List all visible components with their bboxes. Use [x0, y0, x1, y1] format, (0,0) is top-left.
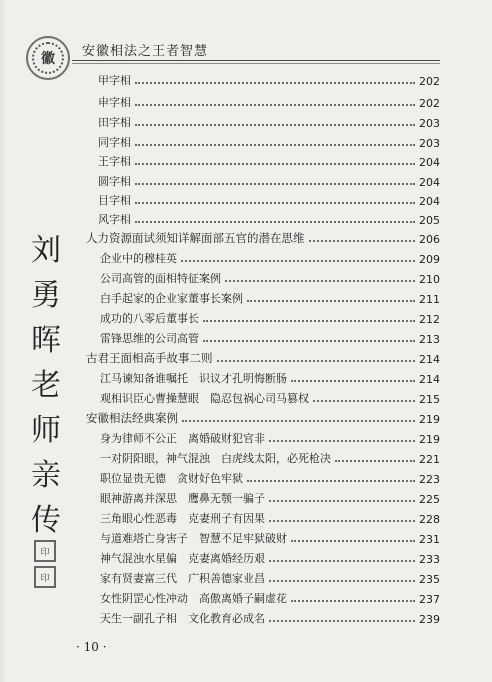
- author-char: 勇: [31, 278, 61, 313]
- toc-section-title: 古君王面相高手故事二则: [86, 351, 213, 365]
- dot-leader: [135, 124, 415, 126]
- dot-leader: [335, 460, 415, 462]
- toc-entry[interactable]: [100, 566, 440, 586]
- toc-entry-title: 三角眼心性恶毒 克妻刑子有因果: [100, 512, 265, 525]
- dot-leader: [217, 360, 416, 362]
- toc-entry-page: 202: [419, 97, 440, 110]
- toc-entry-page: 239: [419, 613, 440, 626]
- dot-leader: [247, 300, 415, 302]
- toc-entry-page: 225: [419, 493, 440, 506]
- author-char: 亲: [31, 458, 61, 493]
- toc-entry[interactable]: [100, 466, 440, 486]
- toc-entry-page: 211: [419, 293, 440, 306]
- toc-entry[interactable]: [100, 246, 440, 266]
- toc-entry-title: 目字相: [98, 194, 131, 207]
- dot-leader: [269, 580, 415, 582]
- dot-leader: [269, 440, 415, 442]
- toc-entry-page: 202: [419, 75, 440, 88]
- author-char: 晖: [31, 323, 61, 358]
- toc-entry-page: 214: [419, 353, 440, 366]
- dot-leader: [309, 240, 416, 242]
- toc-entry[interactable]: [100, 586, 440, 606]
- toc-entry-title: 观相识臣心曹操慧眼 隐忍包祸心司马篡权: [100, 392, 309, 405]
- toc-entry-title: 企业中的穆桂英: [100, 252, 177, 265]
- dot-leader: [291, 540, 415, 542]
- toc-section[interactable]: [86, 226, 440, 246]
- toc-entry-page: 221: [419, 453, 440, 466]
- dot-leader: [269, 520, 415, 522]
- dot-leader: [135, 82, 415, 84]
- toc-entry-page: 206: [419, 233, 440, 246]
- toc-entry-page: 219: [419, 433, 440, 446]
- toc-entry-page: 237: [419, 593, 440, 606]
- running-header-title: 安徽相法之王者智慧: [82, 44, 209, 59]
- red-seal-stamp-icon: 印: [34, 540, 56, 562]
- author-char: 师: [31, 413, 61, 448]
- toc-entry[interactable]: [98, 68, 440, 88]
- toc-entry[interactable]: [100, 386, 440, 406]
- toc-entry[interactable]: [98, 149, 440, 169]
- toc-entry-page: 203: [419, 137, 440, 150]
- dot-leader: [291, 380, 415, 382]
- toc-entry-page: 223: [419, 473, 440, 486]
- toc-entry-page: 214: [419, 373, 440, 386]
- dot-leader: [247, 480, 415, 482]
- dot-leader: [225, 280, 415, 282]
- toc-entry-page: 219: [419, 413, 440, 426]
- toc-entry-title: 女性阴罡心性冲动 高傲离婚子嗣虚花: [100, 592, 287, 605]
- toc-entry-page: 204: [419, 176, 440, 189]
- toc-entry[interactable]: [98, 90, 440, 110]
- seal-text: 徽: [41, 51, 55, 67]
- toc-entry[interactable]: [100, 326, 440, 346]
- red-seal-stamp-icon: 印: [34, 566, 56, 588]
- toc-entry-title: 神气混浊水星偏 克妻离婚经历艰: [100, 552, 265, 565]
- toc-entry[interactable]: [100, 306, 440, 326]
- toc-section[interactable]: [86, 346, 440, 366]
- dot-leader: [313, 400, 415, 402]
- author-char: 传: [31, 503, 61, 538]
- dot-leader: [135, 221, 415, 223]
- toc-entry[interactable]: [100, 446, 440, 466]
- toc-entry[interactable]: [100, 526, 440, 546]
- toc-entry[interactable]: [100, 506, 440, 526]
- toc-entry-title: 眼神游离并深思 鹰鼻无颚一骗子: [100, 492, 265, 505]
- toc-entry-page: 215: [419, 393, 440, 406]
- dot-leader: [135, 183, 415, 185]
- toc-entry-title: 风字相: [98, 213, 131, 226]
- dot-leader: [182, 420, 415, 422]
- toc-entry[interactable]: [98, 130, 440, 150]
- toc-entry-title: 同字相: [98, 136, 131, 149]
- toc-entry[interactable]: [100, 606, 440, 626]
- toc-entry-page: 231: [419, 533, 440, 546]
- toc-entry[interactable]: [100, 266, 440, 286]
- dot-leader: [135, 104, 415, 106]
- toc-entry[interactable]: [100, 366, 440, 386]
- dot-leader: [269, 620, 415, 622]
- dot-leader: [135, 144, 415, 146]
- dot-leader: [269, 560, 415, 562]
- toc-entry-page: 203: [419, 117, 440, 130]
- toc-entry[interactable]: [98, 169, 440, 189]
- toc-entry[interactable]: [100, 286, 440, 306]
- table-of-contents: [4, 0, 492, 682]
- page-number: · 10 ·: [76, 640, 107, 654]
- dot-leader: [269, 500, 415, 502]
- toc-entry[interactable]: [98, 110, 440, 130]
- author-char: 刘: [31, 233, 61, 268]
- toc-entry[interactable]: [100, 426, 440, 446]
- toc-entry-title: 身为律师不公正 离婚破财犯官非: [100, 432, 265, 445]
- toc-entry-title: 申字相: [98, 96, 131, 109]
- toc-entry-page: 212: [419, 313, 440, 326]
- toc-entry[interactable]: [100, 486, 440, 506]
- toc-entry-title: 公司高管的面相特征案例: [100, 272, 221, 285]
- toc-entry-title: 一对阴阳眼，神气混浊 白虎线太阳，必死枪决: [100, 452, 331, 465]
- toc-entry-title: 圆字相: [98, 175, 131, 188]
- toc-entry[interactable]: [98, 207, 440, 227]
- toc-entry-page: 235: [419, 573, 440, 586]
- toc-entry-title: 天生一副孔子相 文化教育必成名: [100, 612, 265, 625]
- toc-entry-page: 210: [419, 273, 440, 286]
- toc-entry-title: 职位显贵无德 贪财好色牢狱: [100, 472, 243, 485]
- toc-entry-title: 与道难塔亡身害子 智慧不足牢狱破财: [100, 532, 287, 545]
- dot-leader: [135, 163, 415, 165]
- dot-leader: [203, 340, 415, 342]
- toc-entry[interactable]: [100, 546, 440, 566]
- toc-entry-title: 家有贤妻富三代 广积善德家业昌: [100, 572, 265, 585]
- dot-leader: [181, 260, 415, 262]
- toc-entry-page: 205: [419, 214, 440, 227]
- toc-entry-title: 成功的八零后董事长: [100, 312, 199, 325]
- toc-section[interactable]: [86, 406, 440, 426]
- toc-entry-title: 王字相: [98, 155, 131, 168]
- toc-entry-page: 228: [419, 513, 440, 526]
- author-char: 老: [31, 368, 61, 403]
- dot-leader: [291, 600, 415, 602]
- book-page: [4, 0, 492, 682]
- toc-entry[interactable]: [98, 188, 440, 208]
- toc-section-title: 安徽相法经典案例: [86, 411, 178, 425]
- toc-entry-page: 204: [419, 156, 440, 169]
- toc-entry-title: 田字相: [98, 116, 131, 129]
- dot-leader: [203, 320, 415, 322]
- dot-leader: [135, 202, 415, 204]
- toc-entry-title: 雷锋思维的公司高管: [100, 332, 199, 345]
- toc-section-title: 人力资源面试须知详解面部五官的潜在思维: [86, 231, 305, 245]
- toc-entry-title: 白手起家的企业家董事长案例: [100, 292, 243, 305]
- toc-entry-page: 209: [419, 253, 440, 266]
- toc-entry-title: 江马谏知备谁嘱托 识议才孔明悔断肠: [100, 372, 287, 385]
- toc-entry-page: 204: [419, 195, 440, 208]
- toc-entry-page: 233: [419, 553, 440, 566]
- toc-entry-title: 甲字相: [98, 74, 131, 87]
- toc-entry-page: 213: [419, 333, 440, 346]
